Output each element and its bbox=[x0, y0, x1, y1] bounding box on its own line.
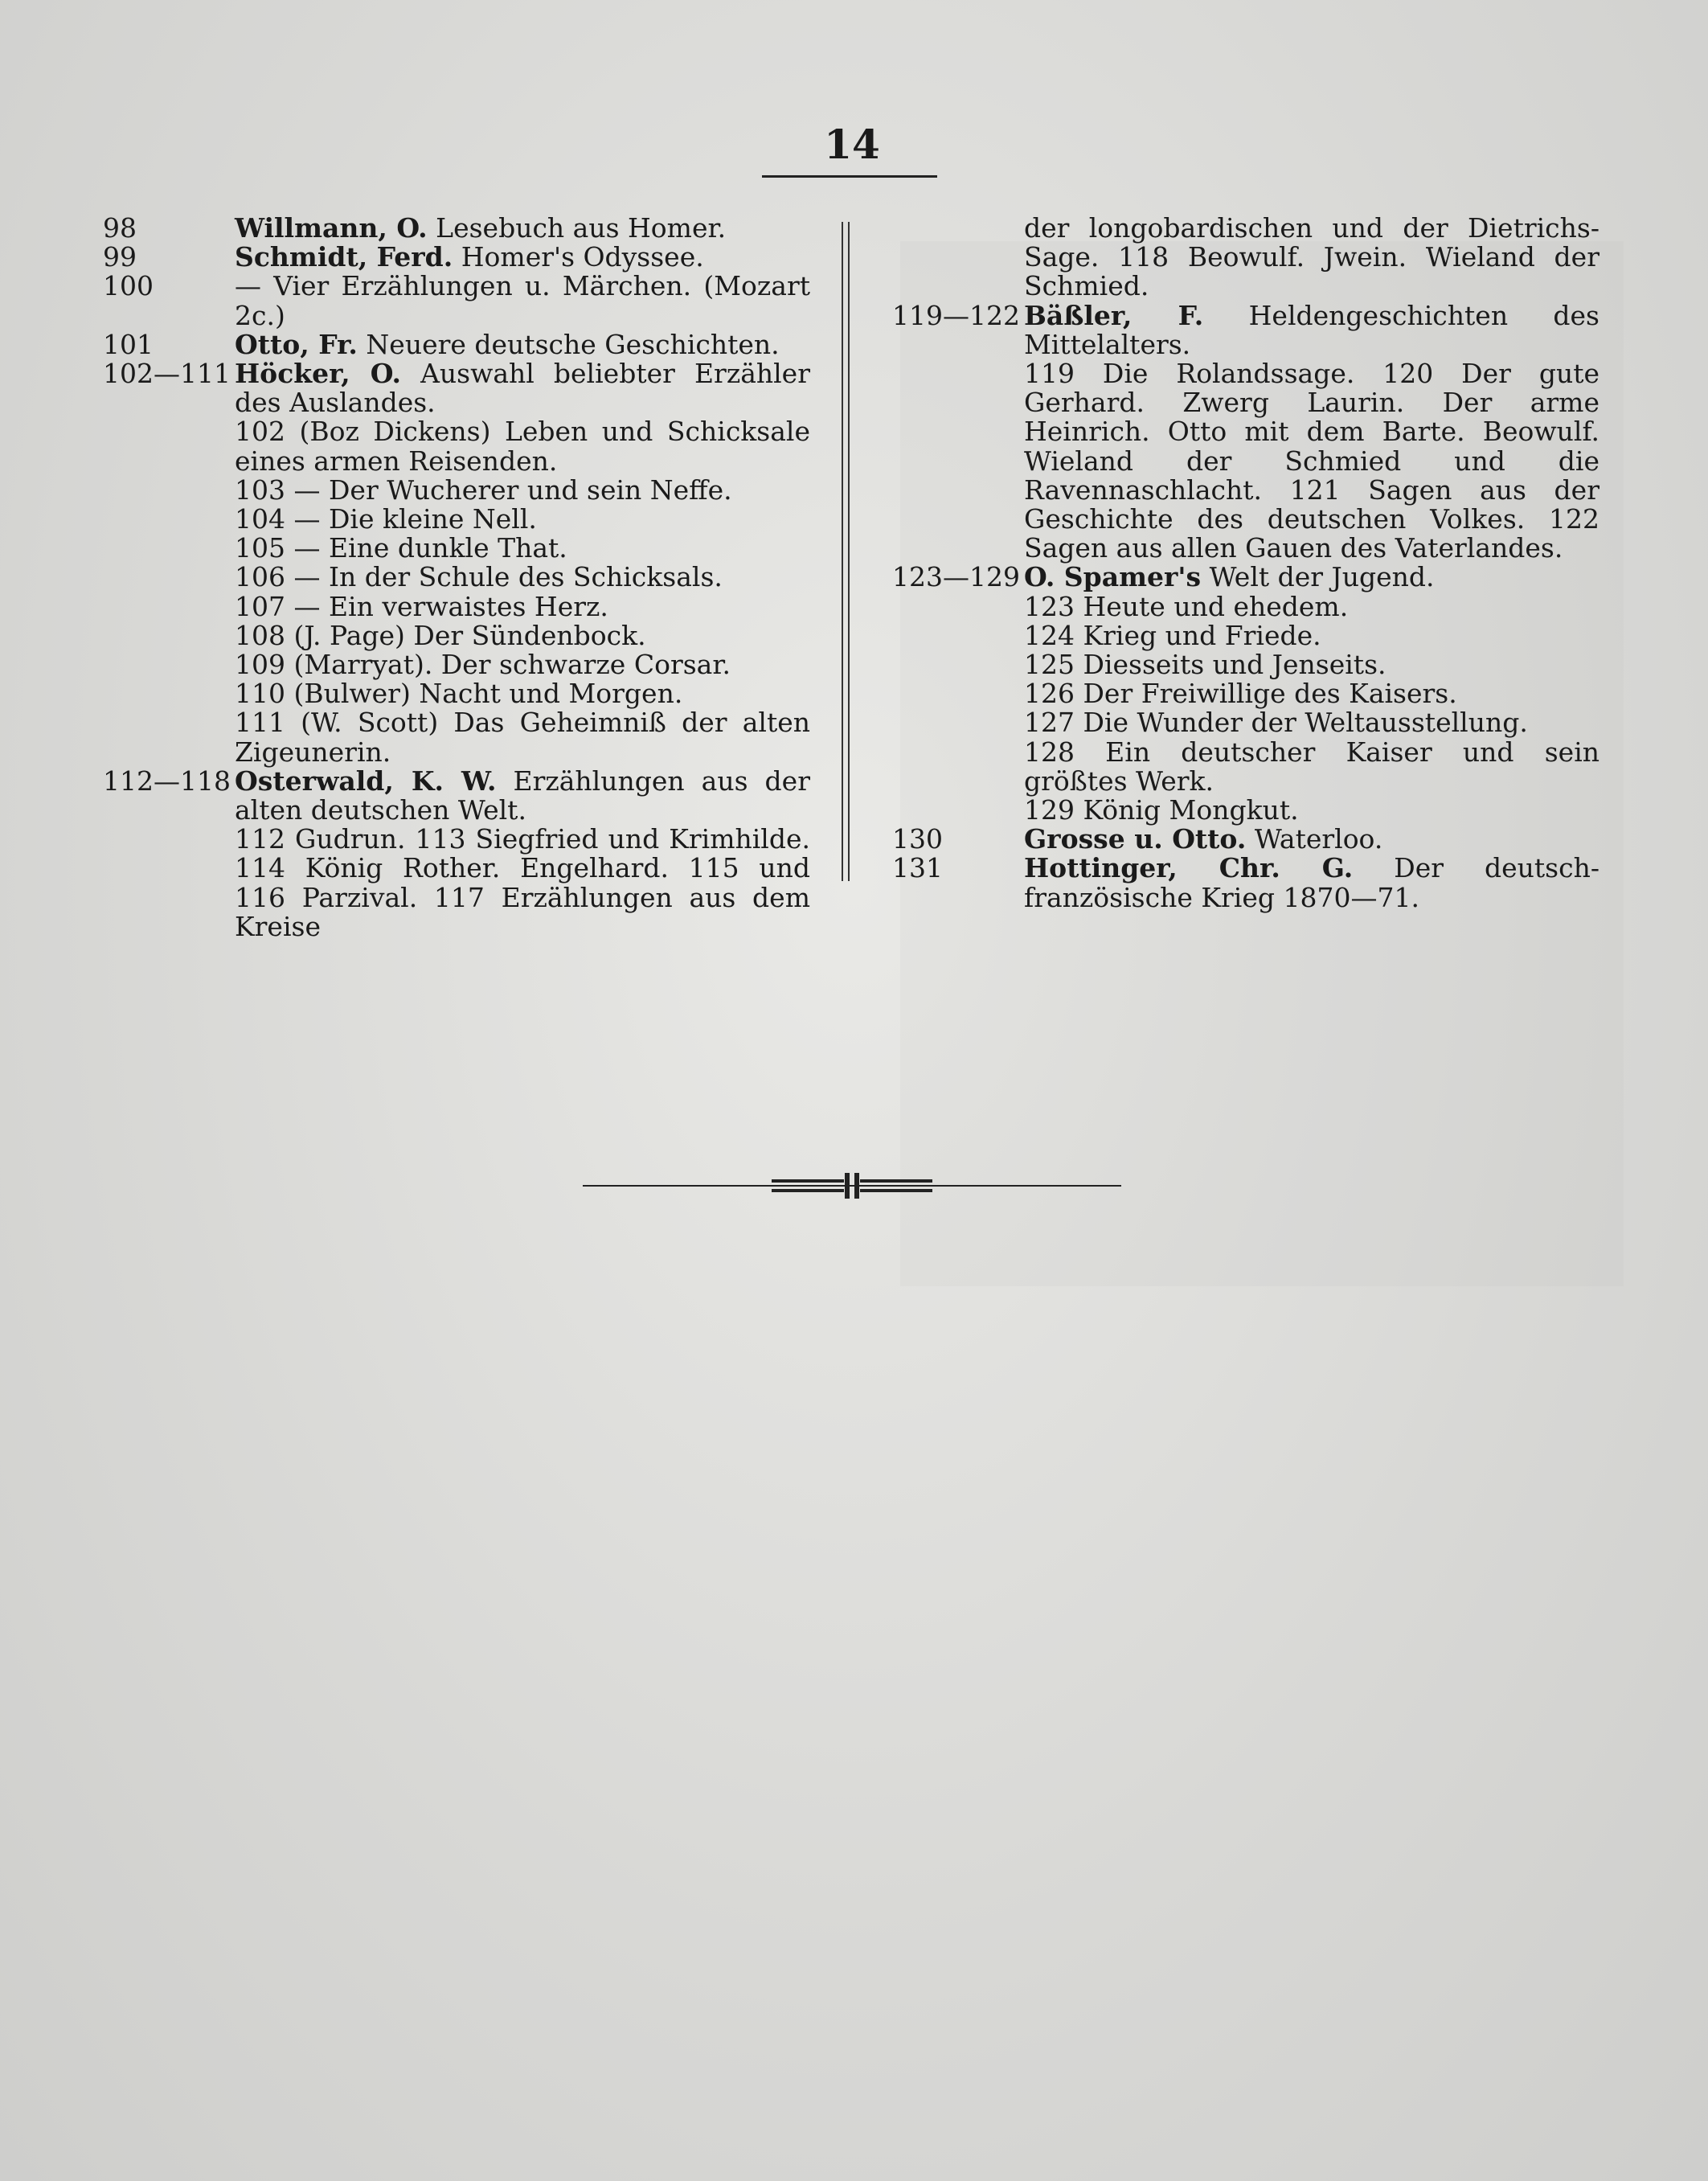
sub-entry bbox=[103, 563, 810, 592]
sub-entry bbox=[103, 505, 810, 534]
left-column bbox=[103, 214, 810, 941]
sub-entry-text: 104 — Die kleine Nell. bbox=[235, 503, 537, 535]
right-column bbox=[892, 214, 1599, 912]
entry-author: Otto, Fr. bbox=[235, 328, 358, 360]
sub-entry bbox=[892, 214, 1599, 301]
entry-author: O. Spamer's bbox=[1024, 561, 1202, 593]
catalog-entry bbox=[103, 330, 810, 359]
entry-author: Hottinger, Chr. G. bbox=[1024, 852, 1354, 884]
sub-entry bbox=[892, 359, 1599, 563]
sub-entry-text: 107 — Ein verwaistes Herz. bbox=[235, 590, 608, 622]
sub-entry-text: 124 Krieg und Friede. bbox=[1024, 619, 1321, 651]
catalog-entry bbox=[103, 272, 810, 330]
sub-entry-text: 105 — Eine dunkle That. bbox=[235, 532, 567, 564]
sub-entry bbox=[103, 417, 810, 475]
catalog-entry bbox=[892, 854, 1599, 912]
sub-entry bbox=[103, 679, 810, 708]
sub-entry-text: 128 Ein deutscher Kaiser und sein größtes Werk. bbox=[1024, 736, 1599, 797]
sub-entry-text: 125 Diesseits und Jenseits. bbox=[1024, 649, 1386, 681]
column-divider bbox=[842, 222, 843, 881]
sub-entry-text: 108 (J. Page) Der Sündenbock. bbox=[235, 619, 646, 651]
sub-entry bbox=[103, 476, 810, 505]
sub-entry-text: 102 (Boz Dickens) Leben und Schicksale eines armen Reisenden. bbox=[235, 416, 810, 477]
entry-number: 99 bbox=[103, 241, 137, 273]
sub-entry-text: 126 Der Freiwillige des Kaisers. bbox=[1024, 678, 1457, 710]
entry-number: 101 bbox=[103, 328, 154, 360]
entry-author: Grosse u. Otto. bbox=[1024, 823, 1247, 855]
entry-number: 131 bbox=[892, 852, 943, 884]
catalog-entry bbox=[103, 243, 810, 272]
catalog-entry bbox=[892, 563, 1599, 592]
entry-number: 123—129 bbox=[892, 561, 1020, 593]
catalog-entry bbox=[892, 825, 1599, 854]
sub-entry bbox=[892, 650, 1599, 679]
column-divider bbox=[848, 222, 850, 881]
entry-author: Bäßler, F. bbox=[1024, 299, 1204, 331]
sub-entry bbox=[892, 738, 1599, 796]
entry-title: Waterloo. bbox=[1254, 823, 1383, 855]
page-number: 14 bbox=[824, 121, 880, 168]
entry-title: Der deutsch-französische Krieg 1870—71. bbox=[1024, 852, 1600, 913]
entry-title: Erzählungen aus der alten deutschen Welt. bbox=[235, 765, 810, 826]
sub-entry-text: 106 — In der Schule des Schicksals. bbox=[235, 561, 723, 593]
sub-entry-text: 127 Die Wunder der Weltausstellung. bbox=[1024, 707, 1528, 739]
sub-entry-text: 103 — Der Wucherer und sein Neffe. bbox=[235, 474, 732, 506]
entry-number: 130 bbox=[892, 823, 943, 855]
sub-entry bbox=[892, 621, 1599, 650]
sub-entry-text: 109 (Marryat). Der schwarze Corsar. bbox=[235, 649, 731, 681]
sub-entry-text: 123 Heute und ehedem. bbox=[1024, 590, 1349, 622]
sub-entry bbox=[103, 650, 810, 679]
entry-title: Homer's Odyssee. bbox=[461, 241, 704, 273]
sub-entry bbox=[103, 825, 810, 941]
catalog-entry bbox=[103, 767, 810, 825]
entry-number: 98 bbox=[103, 212, 137, 244]
entry-title: Welt der Jugend. bbox=[1209, 561, 1435, 593]
ornamental-divider bbox=[583, 1170, 1121, 1202]
entry-number: 102—111 bbox=[103, 358, 231, 390]
entry-title: — Vier Erzählungen u. Märchen. (Mozart 2c.) bbox=[235, 270, 810, 331]
entry-title: Lesebuch aus Homer. bbox=[436, 212, 727, 244]
sub-entry-text: 110 (Bulwer) Nacht und Morgen. bbox=[235, 678, 683, 710]
sub-entry bbox=[103, 621, 810, 650]
entry-title: Auswahl beliebter Erzähler des Auslandes. bbox=[235, 358, 810, 419]
catalog-entry bbox=[103, 359, 810, 417]
entry-author: Willmann, O. bbox=[235, 212, 428, 244]
sub-entry-text: der longobardischen und der Dietrichs-Sage. 118 Beowulf. Jwein. Wieland der Schmied. bbox=[1024, 212, 1599, 302]
sub-entry bbox=[892, 708, 1599, 737]
entry-number: 119—122 bbox=[892, 299, 1020, 331]
entry-number: 112—118 bbox=[103, 765, 231, 797]
sub-entry bbox=[103, 708, 810, 766]
catalog-entry bbox=[892, 301, 1599, 359]
catalog-entry bbox=[103, 214, 810, 243]
entry-title: Heldengeschichten des Mittelalters. bbox=[1024, 299, 1599, 360]
sub-entry-text: 119 Die Rolandssage. 120 Der gute Gerhard. Zwerg Laurin. Der arme Heinrich. Otto mit dem Barte. Beowulf. Wieland der Schmied und die Ravennaschlacht. 121 Sagen aus der Geschichte des deutschen Volkes. 122 Sagen aus allen Gauen des Vaterlandes. bbox=[1024, 358, 1599, 564]
sub-entry bbox=[892, 592, 1599, 621]
sub-entry-text: 112 Gudrun. 113 Siegfried und Krimhilde. 114 König Rother. Engelhard. 115 und 116 Parzival. 117 Erzählungen aus dem Kreise bbox=[235, 823, 810, 942]
entry-author: Schmidt, Ferd. bbox=[235, 241, 453, 273]
entry-author: Höcker, O. bbox=[235, 358, 401, 390]
sub-entry-text: 111 (W. Scott) Das Geheimniß der alten Zigeunerin. bbox=[235, 707, 810, 768]
entry-author: Osterwald, K. W. bbox=[235, 765, 497, 797]
entry-title: Neuere deutsche Geschichten. bbox=[366, 328, 780, 360]
sub-entry-text: 129 König Mongkut. bbox=[1024, 794, 1299, 826]
sub-entry bbox=[103, 592, 810, 621]
sub-entry bbox=[892, 679, 1599, 708]
header-rule bbox=[762, 175, 937, 178]
entry-number: 100 bbox=[103, 270, 154, 302]
sub-entry bbox=[892, 796, 1599, 825]
sub-entry bbox=[103, 534, 810, 563]
